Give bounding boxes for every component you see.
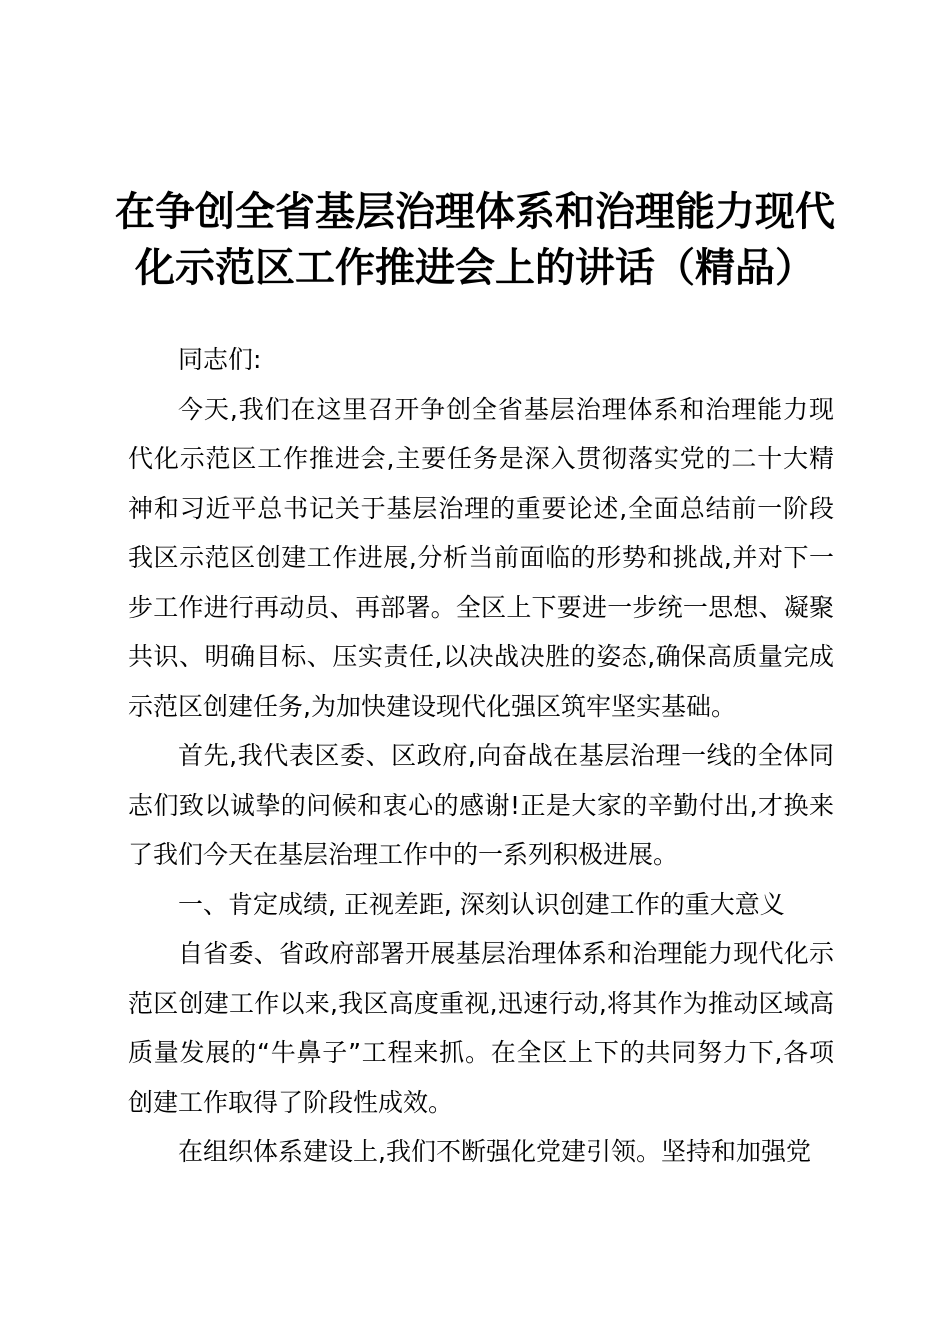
- paragraph: 首先,我代表区委、区政府,向奋战在基层治理一线的全体同志们致以诚挚的问候和衷心的感谢!正是大家的辛勤付出,才换来了我们今天在基层治理工作中的一系列积极进展。: [128, 741, 834, 869]
- paragraph: 今天,我们在这里召开争创全省基层治理体系和治理能力现代化示范区工作推进会,主要任务是深入贯彻落实党的二十大精神和习近平总书记关于基层治理的重要论述,全面总结前一阶段我区示范区创建工作进展,分析当前面临的形势和挑战,并对下一步工作进行再动员、再部署。全区上下要进一步统一思想、凝聚共识、明确目标、压实责任,以决战决胜的姿态,确保高质量完成示范区创建任务,为加快建设现代化强区筑牢坚实基础。: [128, 394, 834, 721]
- document-body: [128, 335, 834, 1177]
- document-title: 在争创全省基层治理体系和治理能力现代化示范区工作推进会上的讲话（精品）: [115, 188, 835, 291]
- paragraph: 在组织体系建设上,我们不断强化党建引领。坚持和加强党: [178, 1137, 811, 1166]
- salutation: 同志们:: [178, 345, 262, 374]
- section-heading: 一、肯定成绩, 正视差距, 深刻认识创建工作的重大意义: [178, 889, 785, 919]
- paragraph: 自省委、省政府部署开展基层治理体系和治理能力现代化示范区创建工作以来,我区高度重视,迅速行动,将其作为推动区域高质量发展的“牛鼻子”工程来抓。在全区上下的共同努力下,各项创建工作取得了阶段性成效。: [128, 939, 834, 1117]
